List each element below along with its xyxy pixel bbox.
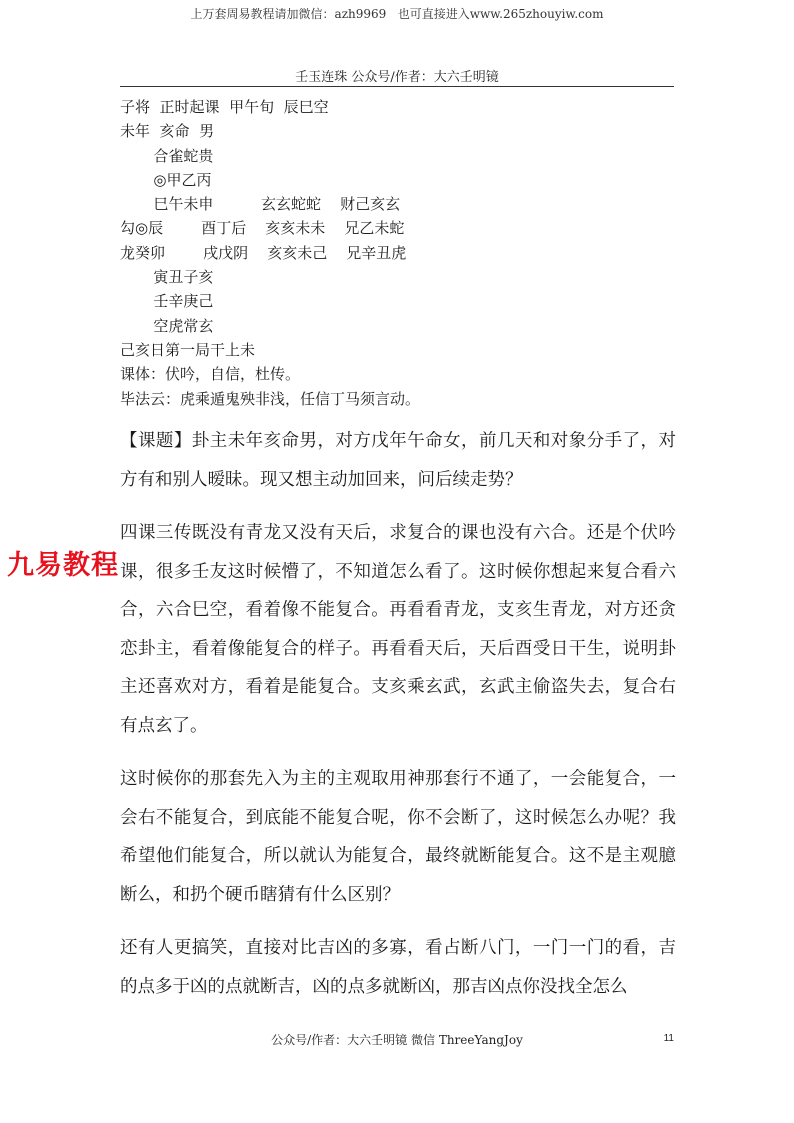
divination-chart [120,95,680,411]
page-footer: 公众号/作者：大六壬明镜 微信 ThreeYangJoy [271,1033,523,1047]
chart-line: 空虎常玄 [120,316,214,335]
chart-line: ◎甲乙丙 [120,170,212,189]
chart-line: 壬辛庚己 [120,292,214,311]
chart-line: 子将 正时起课 甲午旬 辰巳空 [120,98,329,116]
chart-line: 毕法云：虎乘遁鬼殃非浅，任信丁马须言动。 [120,389,421,408]
chart-line: 寅丑子亥 [120,268,214,287]
article-body [120,422,676,1021]
watermark-logo: 九易教程 [7,543,119,582]
page-header-title: 壬玉连珠 公众号/作者：大六壬明镜 [295,70,499,85]
chart-line: 合雀蛇贵 [120,146,214,165]
chart-line: 勾◎辰 酉丁后 亥亥未未 兄乙未蛇 [120,219,405,238]
chart-line: 未年 亥命 男 [120,122,215,141]
top-banner: 上万套周易教程请加微信：azh9969 也可直接进入www.265zhouyiw.com [190,7,604,21]
paragraph: 这时候你的那套先入为主的主观取用神那套行不通了，一会能复合，一会右不能复合，到底能不能复合呢，你不会断了，这时候怎么办呢？我希望他们能复合，所以就认为能复合，最终就断能复合。这不是主观臆断么，和扔个硬币瞎猜有什么区别？ [120,769,676,905]
paragraph: 还有人更搞笑，直接对比吉凶的多寡，看占断八门，一门一门的看，吉的点多于凶的点就断吉，凶的点多就断凶，那吉凶点你没找全怎么 [120,938,676,997]
header-divider [120,86,674,87]
chart-line: 己亥日第一局干上未 [120,340,256,359]
paragraph: 四课三传既没有青龙又没有天后，求复合的课也没有六合。还是个伏吟课，很多壬友这时候懵了，不知道怎么看了。这时候你想起来复合看六合，六合巳空，看着像不能复合。再看看青龙，支亥生青龙，对方还贪恋卦主，看着像能复合的样子。再看看天后，天后酉受日干生，说明卦主还喜欢对方，看着是能复合。支亥乘玄武，玄武主偷盗失去，复合右有点玄了。 [120,523,676,736]
chart-line: 巳午未申 玄玄蛇蛇 财己亥玄 [120,195,401,214]
page-number: 11 [663,1033,674,1044]
paragraph-question: 【课题】卦主未年亥命男，对方戊年午命女，前几天和对象分手了，对方有和别人暧昧。现又想主动加回来，问后续走势？ [120,431,676,490]
chart-line: 课体：伏吟，自信，杜传。 [120,365,301,384]
chart-line: 龙癸卯 戌戊阴 亥亥未己 兄辛丑虎 [120,243,407,262]
